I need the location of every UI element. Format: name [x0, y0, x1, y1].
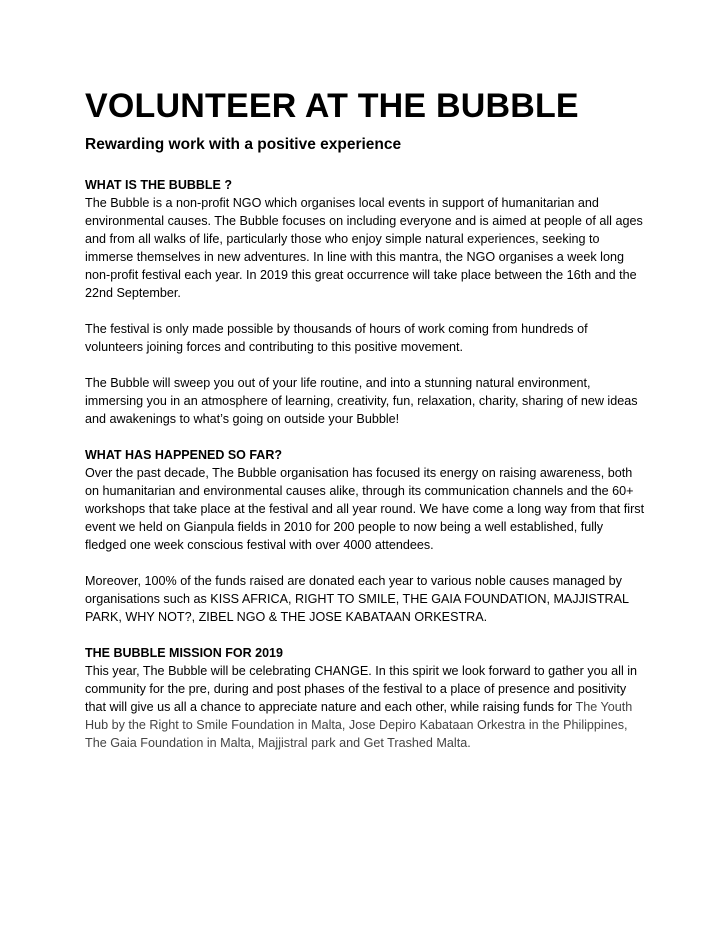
paragraph-mission — [85, 662, 645, 752]
section-heading-what-is: WHAT IS THE BUBBLE ? — [85, 178, 232, 192]
paragraph-what-is-2: The festival is only made possible by thousands of hours of work coming from hundreds of volunteers joining forces and contributing to this positive movement. — [85, 322, 588, 354]
page-title: VOLUNTEER AT THE BUBBLE — [85, 87, 579, 125]
paragraph-so-far-1: Over the past decade, The Bubble organisation has focused its energy on raising awareness, both on humanitarian and environmental causes alike, through its communication channels and the 60+ workshops that take place at the festival and all year round. We have come a long way from that first event we held on Gianpula fields in 2010 for 200 people to now being a well established, fully fledged one week conscious festival with over 4000 attendees. — [85, 466, 645, 552]
mission-beneficiaries: The Youth Hub by the Right to Smile Foundation in Malta, Jose Depiro Kabataan Orkestra in the Philippines, The Gaia Foundation in Malta, Majjistral park and Get Trashed Malta. — [85, 700, 633, 750]
paragraph-what-is-1: The Bubble is a non-profit NGO which organises local events in support of humanitarian and environmental causes. The Bubble focuses on including everyone and is aimed at people of all ages and from all walks of life, particularly those who enjoy simple natural experiences, seeking to immerse themselves in new adventures. In line with this mantra, the NGO organises a week long non-profit festival each year. In 2019 this great occurrence will take place between the 16th and the 22nd September. — [85, 196, 643, 300]
paragraph-what-is-3: The Bubble will sweep you out of your life routine, and into a stunning natural environment, immersing you in an atmosphere of learning, creativity, fun, relaxation, charity, sharing of new ideas and awakenings to what’s going on outside your Bubble! — [85, 376, 638, 426]
document-body — [85, 86, 645, 752]
mission-text: This year, The Bubble will be celebrating CHANGE. In this spirit we look forward to gather you all in community for the pre, during and post phases of the festival to a place of presence and positivity that will give us all a chance to appreciate nature and each other, while raising funds for — [85, 664, 638, 714]
section-heading-mission: THE BUBBLE MISSION FOR 2019 — [85, 646, 283, 660]
paragraph-so-far-2: Moreover, 100% of the funds raised are donated each year to various noble causes managed by organisations such as KISS AFRICA, RIGHT TO SMILE, THE GAIA FOUNDATION, MAJJISTRAL PARK, WHY NOT?, ZIBEL NGO & THE JOSE KABATAAN ORKESTRA. — [85, 574, 629, 624]
page-subtitle: Rewarding work with a positive experience — [85, 136, 402, 153]
section-heading-so-far: WHAT HAS HAPPENED SO FAR? — [85, 448, 282, 462]
